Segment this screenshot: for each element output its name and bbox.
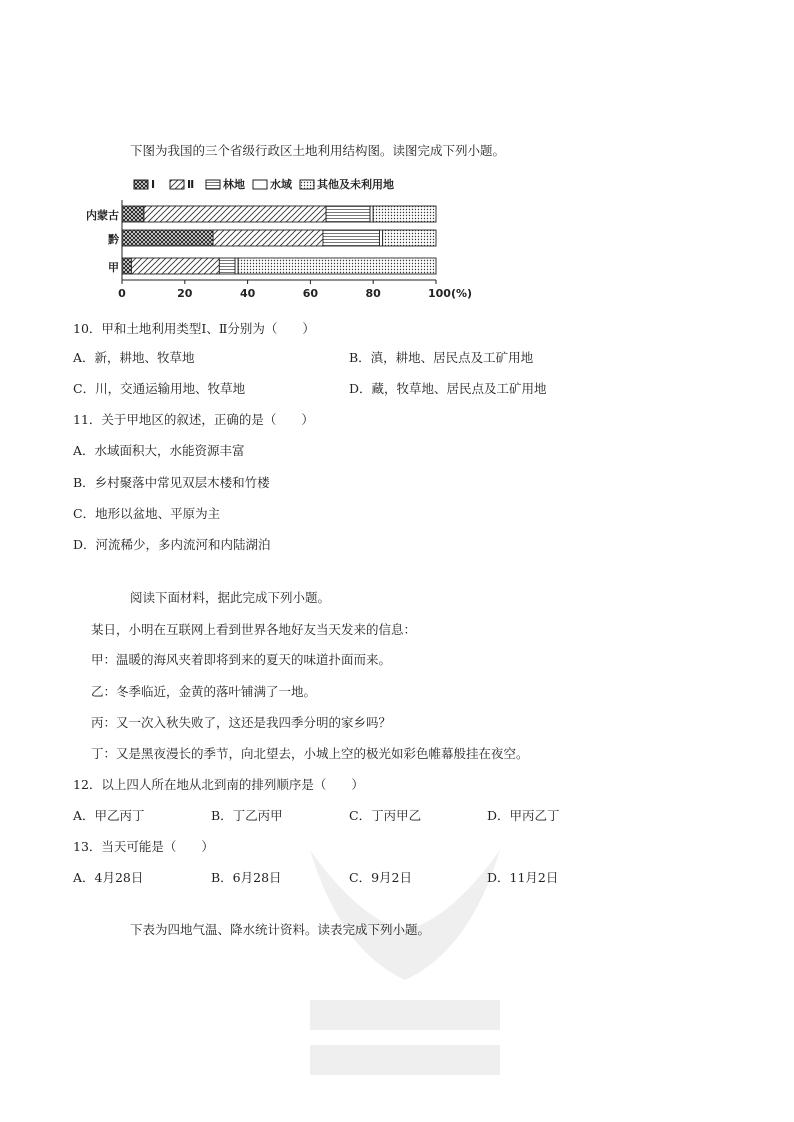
question-12-option-c: C．丁丙甲乙 [349,808,422,823]
bar-segment-0-3 [370,206,373,222]
question-12-option-a: A．甲乙丙丁 [73,808,145,823]
bar-segment-1-3 [379,230,382,246]
watermark-logo [290,830,520,1080]
question-13-stem: 13．当天可能是（ ） [73,839,214,854]
question-12-option-d: D．甲丙乙丁 [487,808,560,823]
legend-swatch-0 [134,180,148,189]
bar-segment-1-2 [323,230,380,246]
legend-label-3: 水域 [270,178,292,191]
section-intro-material: 阅读下面材料，据此完成下列小题。 [130,590,331,605]
question-11-stem: 11．关于甲地区的叙述，正确的是（ ） [73,412,314,427]
legend-label-1: Ⅱ [187,178,195,191]
question-13-option-a: A．4月28日 [73,870,144,885]
question-12-option-b: B．丁乙丙甲 [211,808,283,823]
bar-segment-2-0 [122,258,131,274]
category-label-0: 内蒙古 [86,209,119,222]
question-10-option-c: C．川，交通运输用地、牧草地 [73,381,246,396]
x-tick-label-4: 80 [365,287,381,300]
bar-segment-0-1 [144,206,326,222]
question-10-option-d: D．藏，牧草地、居民点及工矿用地 [349,381,547,396]
x-tick-label-2: 40 [239,287,256,300]
material-line-3: 乙：冬季临近，金黄的落叶铺满了一地。 [91,684,317,699]
legend-swatch-1 [170,180,184,189]
bar-segment-2-2 [219,258,235,274]
x-tick-label-0: 0 [118,287,126,300]
question-13-option-c: C．9月2日 [349,870,412,885]
question-11-option-d: D．河流稀少，多内流河和内陆湖泊 [73,537,271,552]
material-line-4: 丙：又一次入秋失败了，这还是我四季分明的家乡吗？ [91,715,392,730]
material-line-5: 丁：又是黑夜漫长的季节，向北望去，小城上空的极光如彩色帷幕般挂在夜空。 [91,746,529,761]
bar-segment-1-1 [213,230,323,246]
bar-segment-2-4 [238,258,436,274]
section-intro-table: 下表为四地气温、降水统计资料。读表完成下列小题。 [130,922,431,937]
category-label-2: 甲 [108,261,119,274]
bar-segment-1-4 [383,230,436,246]
section-intro-land-use: 下图为我国的三个省级行政区土地利用结构图。读图完成下列小题。 [130,143,506,158]
legend-label-2: 林地 [223,178,245,191]
bar-segment-0-2 [326,206,370,222]
x-tick-label-5: 100(%) [428,287,473,300]
question-11-option-c: C．地形以盆地、平原为主 [73,506,221,521]
question-13-option-b: B．6月28日 [211,870,282,885]
legend-swatch-3 [253,180,267,189]
material-line-2: 甲：温暖的海风夹着即将到来的夏天的味道扑面而来。 [91,652,392,667]
category-label-1: 黔 [108,233,119,246]
bar-segment-2-3 [235,258,238,274]
legend-swatch-4 [300,180,314,189]
question-11-option-a: A．水域面积大，水能资源丰富 [73,443,245,458]
x-tick-label-3: 60 [302,287,319,300]
land-use-stacked-bar-chart [72,172,473,304]
question-11-option-b: B．乡村聚落中常见双层木楼和竹楼 [73,475,270,490]
question-10-option-b: B．滇，耕地、居民点及工矿用地 [349,350,534,365]
question-13-option-d: D．11月2日 [487,870,559,885]
question-12-stem: 12．以上四人所在地从北到南的排列顺序是（ ） [73,777,364,792]
x-tick-label-1: 20 [177,287,193,300]
bar-segment-2-1 [131,258,219,274]
bar-segment-1-0 [122,230,213,246]
bar-segment-0-0 [122,206,144,222]
legend-label-0: Ⅰ [151,178,156,191]
legend-swatch-2 [206,180,220,189]
question-10-option-a: A．新，耕地、牧草地 [73,350,195,365]
legend-label-4: 其他及未利用地 [317,178,394,191]
material-line-1: 某日，小明在互联网上看到世界各地好友当天发来的信息： [91,622,417,637]
bar-segment-0-4 [373,206,436,222]
question-10-stem: 10．甲和土地利用类型Ⅰ、Ⅱ分别为（ ） [73,321,315,336]
